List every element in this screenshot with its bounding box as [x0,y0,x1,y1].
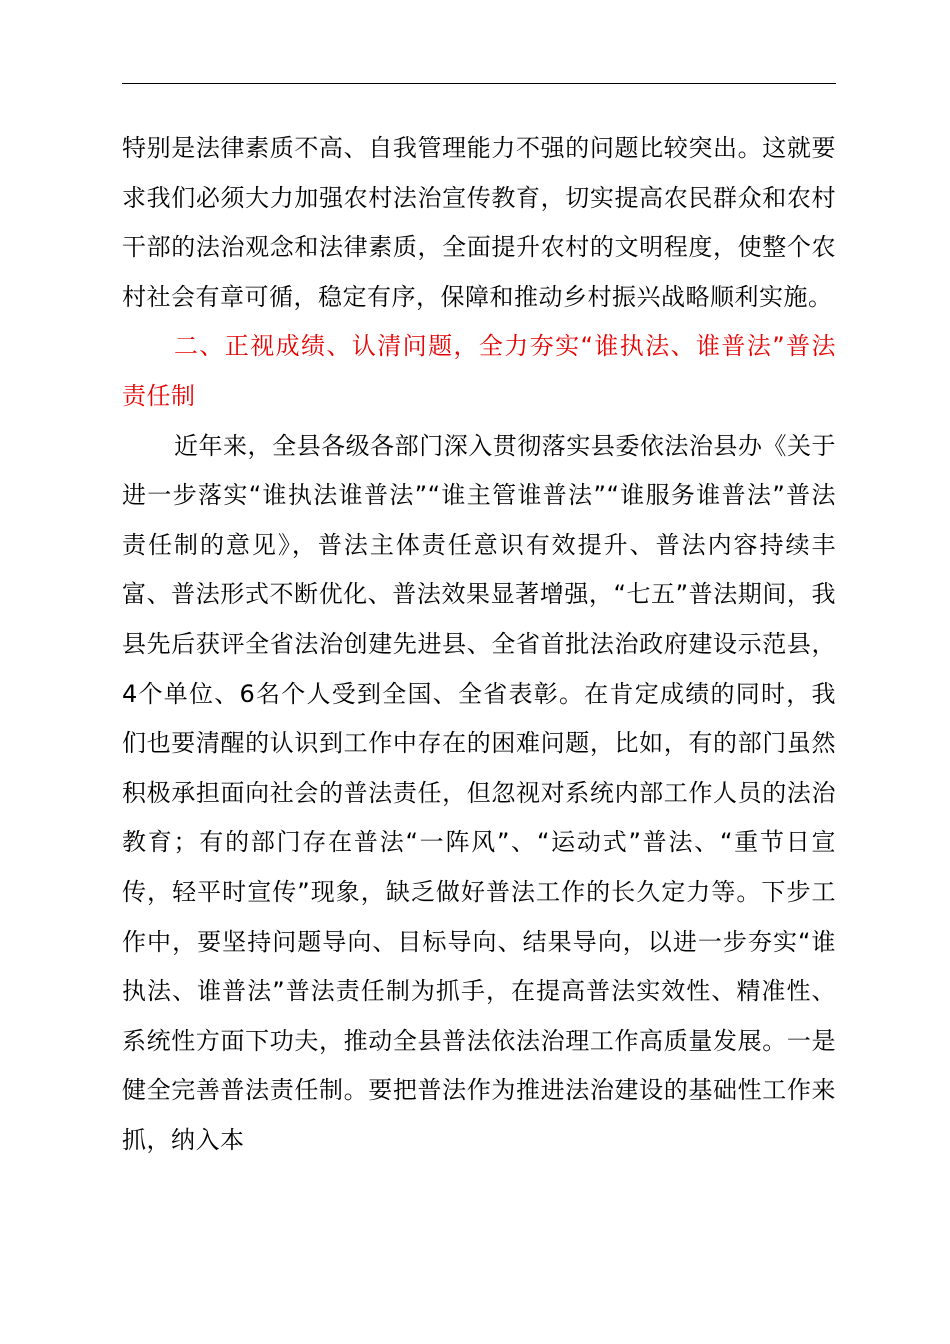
header-rule [122,83,836,84]
paragraph-section-2: 近年来，全县各级各部门深入贯彻落实县委依法治县办《关于进一步落实“谁执法谁普法”“谁主管谁普法”“谁服务谁普法”普法责任制的意见》，普法主体责任意识有效提升、普法内容持续丰富、普法形式不断优化、普法效果显著增强，“七五”普法期间，我县先后获评全省法治创建先进县、全省首批法治政府建设示范县，4个单位、6名个人受到全国、全省表彰。在肯定成绩的同时，我们也要清醒的认识到工作中存在的困难问题，比如，有的部门虽然积极承担面向社会的普法责任，但忽视对系统内部工作人员的法治教育；有的部门存在普法“一阵风”、“运动式”普法、“重节日宣传，轻平时宣传”现象，缺乏做好普法工作的长久定力等。下步工作中，要坚持问题导向、目标导向、结果导向，以进一步夯实“谁执法、谁普法”普法责任制为抓手，在提高普法实效性、精准性、系统性方面下功夫，推动全县普法依法治理工作高质量发展。一是健全完善普法责任制。要把普法作为推进法治建设的基础性工作来抓，纳入本 [122,431,836,1154]
document-body [122,124,836,1165]
paragraph-continuation: 特别是法律素质不高、自我管理能力不强的问题比较突出。这就要求我们必须大力加强农村法治宣传教育，切实提高农民群众和农村干部的法治观念和法律素质，全面提升农村的文明程度，使整个农村社会有章可循，稳定有序，保障和推动乡村振兴战略顺利实施。 [122,134,836,311]
section-heading-2: 二、正视成绩、认清问题，全力夯实“谁执法、谁普法”普法责任制 [122,332,836,410]
